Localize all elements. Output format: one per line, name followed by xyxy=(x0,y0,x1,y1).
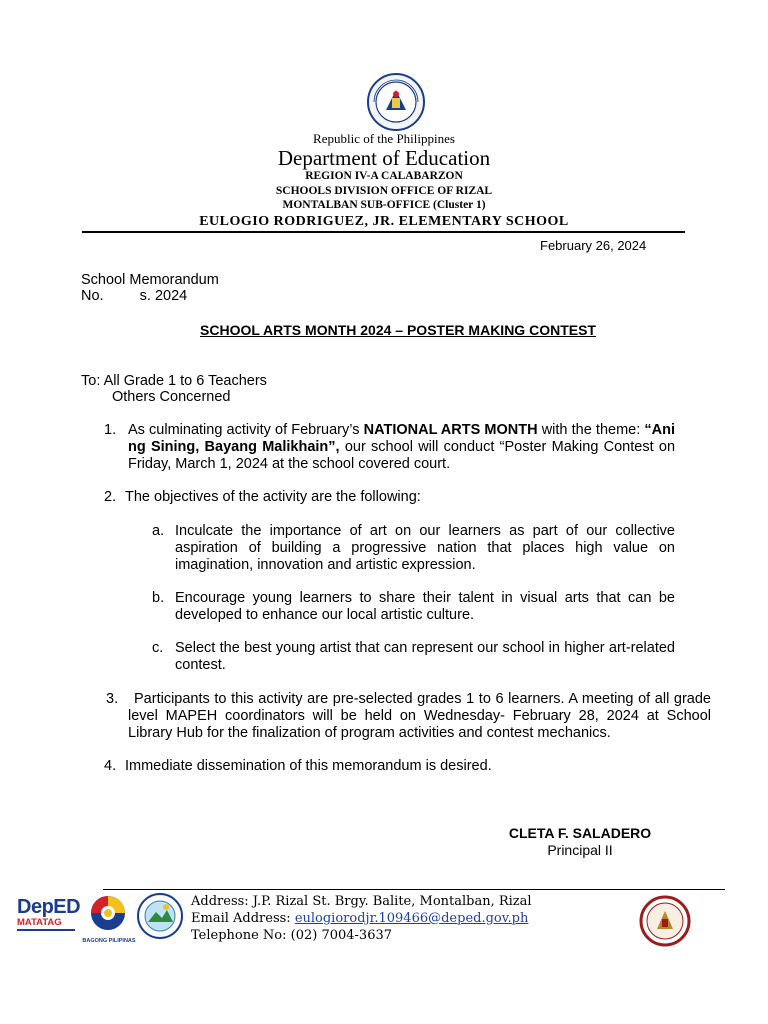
republic-line: Republic of the Philippines xyxy=(313,131,455,146)
email-label: Email Address: xyxy=(191,911,295,926)
item-1-text: As culminating activity of February’s NATIONAL ARTS MONTH with the theme: “Ani ng Sining, Bayang Malikhain”, our school will conduct “Poster Making Contest on Friday, March 1, 2024 at the school covered court. xyxy=(128,422,676,472)
addressee-line-1: To: All Grade 1 to 6 Teachers xyxy=(81,373,267,389)
objective-b-letter: b. xyxy=(152,590,165,606)
item-2-text: The objectives of the activity are the following: xyxy=(125,489,421,505)
memo-title: SCHOOL ARTS MONTH 2024 – POSTER MAKING CONTEST xyxy=(200,322,596,338)
sub-office-line: MONTALBAN SUB-OFFICE (Cluster 1) xyxy=(282,199,486,211)
logo-underline xyxy=(17,929,75,931)
matatag-wordmark: MATATAG xyxy=(17,917,62,928)
item-3-number: 3. xyxy=(106,691,119,707)
memo-series: s. 2024 xyxy=(139,288,188,304)
objective-a-text: Inculcate the importance of art on our learners as part of our collective aspiration of building a progressive nation that places high value on imagination, innovation and artistic expression. xyxy=(175,523,675,573)
bagong-pilipinas-text: BAGONG PILIPINAS xyxy=(82,938,136,944)
item-3-text: Participants to this activity are pre-selected grades 1 to 6 learners. A meeting of all grade level MAPEH coordinators will be held on Wednesday- February 28, 2024 at School Library Hub for the finalization of program activities and contest mechanics. xyxy=(128,691,711,741)
footer-phone: Telephone No: (02) 7004-3637 xyxy=(191,928,393,943)
item-4-text: Immediate dissemination of this memorandum is desired. xyxy=(125,758,492,774)
national-arts-month: NATIONAL ARTS MONTH xyxy=(363,422,538,438)
theme-text: “Ani ng Sining, Bayang Malikhain”, xyxy=(128,422,676,455)
deped-wordmark: DepED xyxy=(17,896,81,918)
footer-address: Address: J.P. Rizal St. Brgy. Balite, Montalban, Rizal xyxy=(191,894,532,909)
objective-a-letter: a. xyxy=(152,523,165,539)
email-link[interactable]: eulogiorodjr.109466@deped.gov.ph xyxy=(294,911,529,926)
objective-c-letter: c. xyxy=(152,640,164,656)
school-logo-icon xyxy=(136,892,184,940)
division-line: SCHOOLS DIVISION OFFICE OF RIZAL xyxy=(275,185,493,197)
memo-date: February 26, 2024 xyxy=(540,238,647,253)
department-title: Department of Education xyxy=(277,146,491,170)
school-name: EULOGIO RODRIGUEZ, JR. ELEMENTARY SCHOOL xyxy=(199,214,569,229)
memo-no-label: No. xyxy=(81,288,104,304)
item-4-number: 4. xyxy=(104,758,117,774)
objective-c-text: Select the best young artist that can represent our school in higher art-related contest. xyxy=(175,640,675,673)
signatory-name: CLETA F. SALADERO xyxy=(508,825,652,841)
region-line: REGION IV-A CALABARZON xyxy=(305,170,463,182)
item-1-number: 1. xyxy=(104,422,117,438)
item-2-number: 2. xyxy=(104,489,117,505)
deped-logo xyxy=(17,896,79,931)
footer-email-line xyxy=(191,911,528,926)
header-divider xyxy=(82,231,685,233)
memo-type: School Memorandum xyxy=(81,272,219,288)
memo-number xyxy=(81,288,187,305)
deped-seal-icon xyxy=(360,72,432,132)
bagong-pilipinas-icon xyxy=(80,893,136,943)
signatory-position: Principal II xyxy=(547,842,613,858)
school-seal-icon xyxy=(639,895,691,947)
footer-divider xyxy=(103,889,725,890)
addressee-line-2: Others Concerned xyxy=(112,389,231,405)
objective-b-text: Encourage young learners to share their talent in visual arts that can be developed to enhance our local artistic culture. xyxy=(175,590,675,623)
